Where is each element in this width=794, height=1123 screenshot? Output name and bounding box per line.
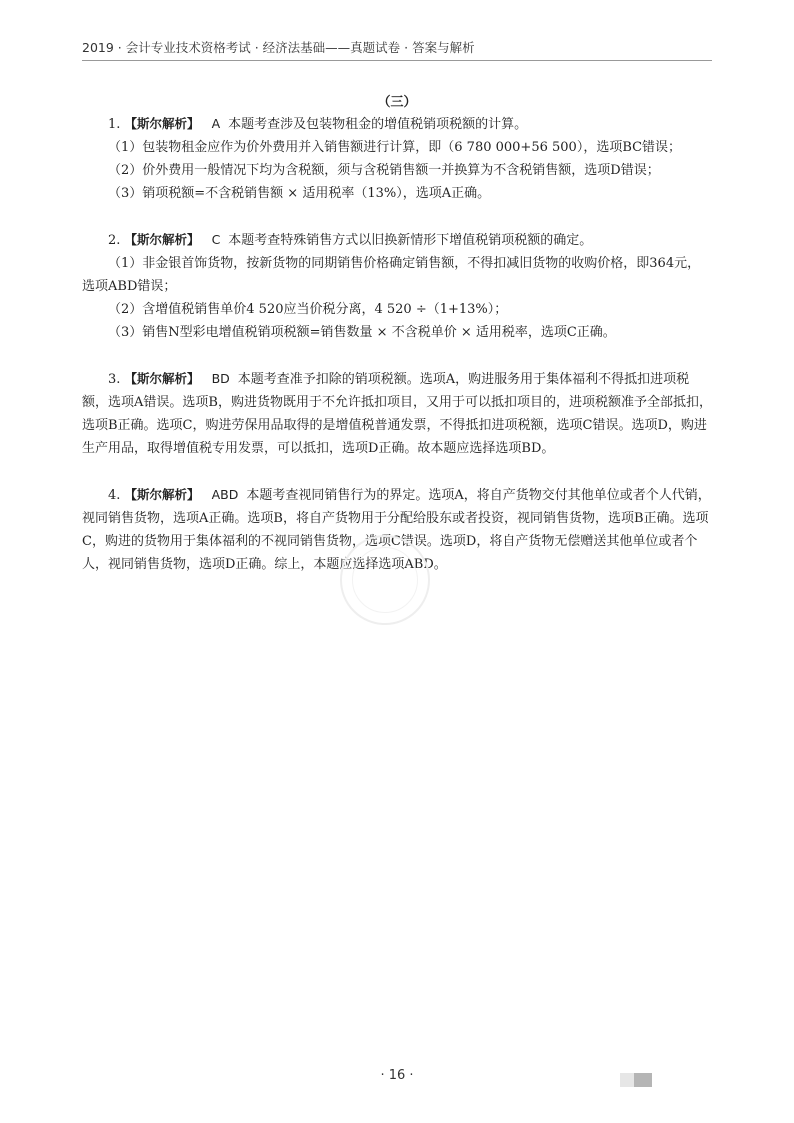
- watermark-seal: [340, 535, 430, 625]
- corner-decoration: [620, 1073, 652, 1092]
- question-1-line-3: （3）销项税额=不含税销售额 × 适用税率（13%），选项A正确。: [108, 186, 491, 201]
- question-1-answer: A: [211, 116, 221, 131]
- question-3-text: 本题考查准予扣除的销项税额。选项A，购进服务用于集体福利不得抵扣进项税额，选项A错误。选项B，购进货物既用于不允许抵扣项目，又用于可以抵扣项目的，进项税额准予全部抵扣，选项B正确。选项C，购进劳保用品取得的是增值税普通发票，不得抵扣进项税额，选项C错误。选项D，购进生产用品，取得增值税专用发票，可以抵扣，选项D正确。故本题应选择选项BD。: [82, 372, 712, 456]
- question-1-line-1: （1）包装物租金应作为价外费用并入销售额进行计算，即（6 780 000+56 500），选项BC错误；: [108, 140, 682, 155]
- question-2-intro: [82, 228, 712, 252]
- question-2-line-1: （1）非金银首饰货物，按新货物的同期销售价格确定销售额，不得扣减旧货物的收购价格，即364元，选项ABD错误；: [82, 256, 701, 294]
- question-1-line-2: （2）价外费用一般情况下均为含税额，须与含税销售额一并换算为不含税销售额，选项D错误；: [108, 163, 660, 178]
- question-4-label: 【斯尔解析】: [124, 487, 200, 502]
- question-2-line-2: （2）含增值税销售单价4 520应当价税分离，4 520 ÷（1+13%）；: [108, 302, 508, 317]
- question-2-number: 2.: [108, 233, 121, 248]
- header-rule: [82, 60, 712, 61]
- running-header: 2019 · 会计专业技术资格考试 · 经济法基础——真题试卷 · 答案与解析: [82, 40, 475, 55]
- question-4-text: 本题考查视同销售行为的界定。选项A，将自产货物交付其他单位或者个人代销，视同销售货物，选项A正确。选项B，将自产货物用于分配给股东或者投资，视同销售货物，选项B正确。选项C，购进的货物用于集体福利的不视同销售货物，选项C错误。选项D，将自产货物无偿赠送其他单位或者个人，视同销售货物，选项D正确。综上，本题应选择选项ABD。: [82, 488, 711, 572]
- question-3-number: 3.: [108, 372, 121, 387]
- question-1-intro: [82, 112, 712, 136]
- page-number: · 16 ·: [380, 1068, 414, 1083]
- corner-block-light: [620, 1073, 634, 1087]
- question-2-intro-text: 本题考查特殊销售方式以旧换新情形下增值税销项税额的确定。: [228, 233, 593, 248]
- section-title: （三）: [377, 95, 417, 110]
- answer-body: [82, 112, 712, 576]
- question-1-number: 1.: [108, 117, 121, 132]
- question-1-label: 【斯尔解析】: [124, 116, 200, 131]
- question-3-paragraph: [82, 367, 712, 460]
- question-4-number: 4.: [108, 488, 121, 503]
- question-4-answer: ABD: [211, 487, 239, 502]
- question-3-label: 【斯尔解析】: [124, 371, 200, 386]
- question-2-line-3: （3）销售N型彩电增值税销项税额=销售数量 × 不含税单价 × 适用税率，选项C正确。: [108, 325, 616, 340]
- corner-block-dark: [634, 1073, 652, 1087]
- question-3-answer: BD: [211, 371, 230, 386]
- question-1-intro-text: 本题考查涉及包装物租金的增值税销项税额的计算。: [228, 117, 528, 132]
- question-2-answer: C: [211, 232, 221, 247]
- question-2-label: 【斯尔解析】: [124, 232, 200, 247]
